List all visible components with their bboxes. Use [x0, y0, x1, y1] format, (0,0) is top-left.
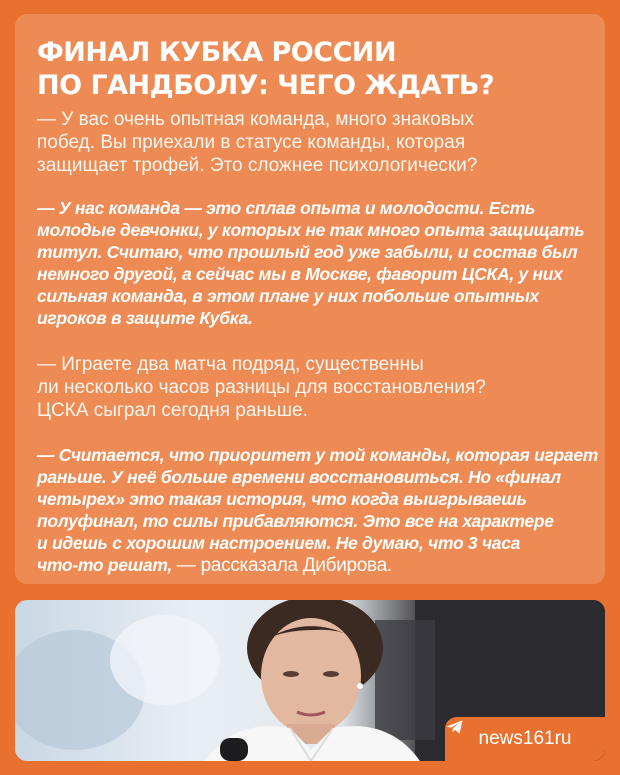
answer-2 [37, 444, 599, 577]
question-1-line: — У вас очень опытная команда, много знаковых [37, 109, 474, 130]
question-2-line: ЦСКА сыграл сегодня раньше. [37, 400, 308, 421]
source-label: news161ru [478, 728, 572, 749]
interview-card [15, 14, 605, 584]
headline [37, 36, 581, 102]
telegram-icon [445, 717, 465, 737]
answer-2-line: четырех» это такая история, что когда выигрываешь [37, 489, 527, 509]
answer-1-line: молодые девчонки, у которых не так много опыта защищать [37, 220, 585, 240]
question-2 [37, 353, 581, 422]
answer-2-line: раньше. У неё больше времени восстановиться. Но «финал [37, 467, 561, 487]
headline-line-1: ФИНАЛ КУБКА РОССИИ [37, 37, 397, 68]
answer-1-line: сильная команда, в этом плане у них побольше опытных [37, 286, 539, 306]
answer-2-line-last [37, 554, 581, 577]
answer-1 [37, 197, 585, 329]
answer-1-line: — У нас команда — это сплав опыта и молодости. Есть [37, 198, 536, 218]
answer-2-italic-end: что-то решат, [37, 555, 172, 575]
question-2-line: — Играете два матча подряд, существенны [37, 354, 424, 375]
answer-2-line: и идешь с хорошим настроением. Не думаю, что 3 часа [37, 533, 521, 553]
answer-1-line: титул. Считаю, что прошлый год уже забыли, и состав был [37, 242, 578, 262]
answer-1-line: немного другой, а сейчас мы в Москве, фаворит ЦСКА, у них [37, 264, 563, 284]
question-1-line: побед. Вы приехали в статусе команды, которая [37, 132, 466, 153]
question-1-line: защищает трофей. Это сложнее психологически? [37, 155, 478, 176]
answer-2-line: — Считается, что приоритет у той команды, которая играет [37, 445, 599, 465]
answer-1-line: игроков в защите Кубка. [37, 308, 253, 328]
question-2-line: ли несколько часов разницы для восстановления? [37, 377, 486, 398]
source-badge[interactable] [445, 717, 605, 761]
attribution: — рассказала Дибирова. [171, 555, 392, 576]
speaker-photo [15, 600, 605, 761]
answer-2-line: полуфинал, то силы прибавляются. Это все на характере [37, 511, 554, 531]
headline-line-2: ПО ГАНДБОЛУ: ЧЕГО ЖДАТЬ? [37, 70, 495, 101]
question-1 [37, 108, 581, 177]
